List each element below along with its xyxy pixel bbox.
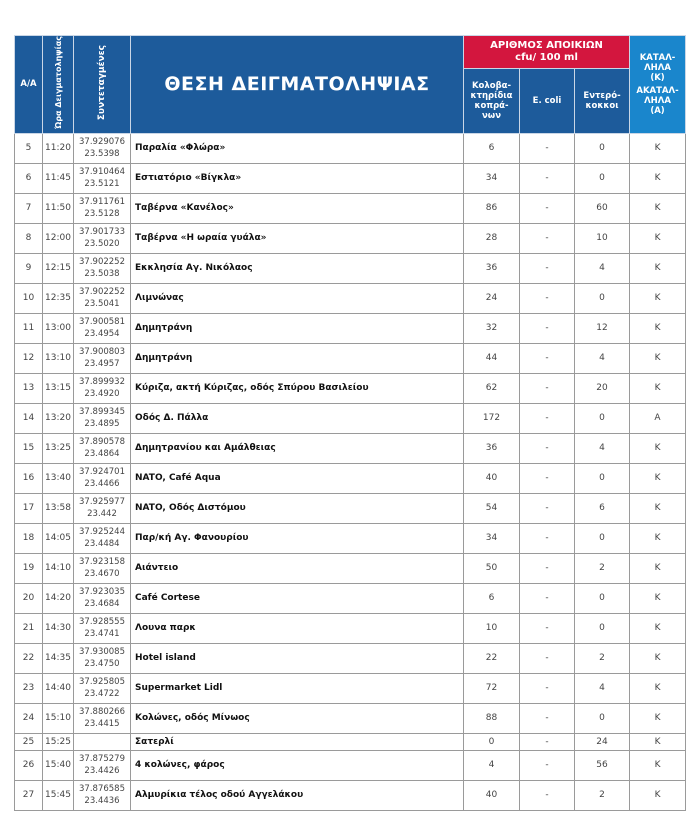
cell-result: K <box>630 703 686 733</box>
cell-ecoli: - <box>520 780 575 810</box>
cell-coliforms: 34 <box>464 163 520 193</box>
table-row <box>15 493 686 523</box>
cell-result: K <box>630 133 686 163</box>
cell-coliforms: 24 <box>464 283 520 313</box>
cell-coords <box>74 750 131 780</box>
cell-enterococci: 56 <box>575 750 630 780</box>
cell-aa: 20 <box>15 583 43 613</box>
cell-ecoli: - <box>520 703 575 733</box>
cell-result: K <box>630 643 686 673</box>
cell-coords <box>74 403 131 433</box>
coord-lat: 37.876585 <box>79 784 125 795</box>
cell-aa: 21 <box>15 613 43 643</box>
table-row <box>15 583 686 613</box>
cell-aa: 24 <box>15 703 43 733</box>
header-coliforms: Κολοβα-κτηρίδια κοπρά-νων <box>464 69 520 133</box>
cell-ecoli: - <box>520 403 575 433</box>
cell-coords <box>74 733 131 750</box>
cell-location: Hotel island <box>131 643 464 673</box>
table-row <box>15 253 686 283</box>
cell-coords <box>74 193 131 223</box>
header-coords <box>74 36 131 134</box>
coord-lat: 37.899345 <box>79 407 125 418</box>
coord-lon: 23.4426 <box>84 766 120 777</box>
coord-lon: 23.5121 <box>84 179 120 190</box>
coord-lat: 37.924701 <box>79 467 125 478</box>
cell-ecoli: - <box>520 373 575 403</box>
cell-time: 12:15 <box>43 253 74 283</box>
cell-result: K <box>630 613 686 643</box>
cell-aa: 18 <box>15 523 43 553</box>
cell-coords <box>74 780 131 810</box>
cell-aa: 7 <box>15 193 43 223</box>
cell-coliforms: 50 <box>464 553 520 583</box>
coord-lat: 37.900581 <box>79 317 125 328</box>
cell-ecoli: - <box>520 733 575 750</box>
header-time <box>43 36 74 134</box>
cell-time: 14:20 <box>43 583 74 613</box>
cell-coords <box>74 313 131 343</box>
cell-result: K <box>630 223 686 253</box>
cell-time: 14:10 <box>43 553 74 583</box>
cell-aa: 13 <box>15 373 43 403</box>
table-row <box>15 403 686 433</box>
cell-enterococci: 0 <box>575 403 630 433</box>
cell-location: Δημητράνη <box>131 343 464 373</box>
cell-ecoli: - <box>520 343 575 373</box>
cell-aa: 16 <box>15 463 43 493</box>
cell-coliforms: 44 <box>464 343 520 373</box>
cell-coliforms: 6 <box>464 133 520 163</box>
cell-coords <box>74 343 131 373</box>
coord-lon: 23.4722 <box>84 689 120 700</box>
coord-lon: 23.4466 <box>84 479 120 490</box>
cell-coliforms: 32 <box>464 313 520 343</box>
cell-coords <box>74 673 131 703</box>
cell-aa: 11 <box>15 313 43 343</box>
cell-ecoli: - <box>520 313 575 343</box>
cell-coliforms: 36 <box>464 433 520 463</box>
cell-location: Café Cortese <box>131 583 464 613</box>
cell-coords <box>74 253 131 283</box>
cell-aa: 15 <box>15 433 43 463</box>
cell-enterococci: 0 <box>575 463 630 493</box>
cell-time: 13:40 <box>43 463 74 493</box>
cell-aa: 25 <box>15 733 43 750</box>
cell-coliforms: 54 <box>464 493 520 523</box>
cell-coords <box>74 463 131 493</box>
cell-enterococci: 2 <box>575 553 630 583</box>
coord-lon: 23.4484 <box>84 539 120 550</box>
coord-lat: 37.923035 <box>79 587 125 598</box>
cell-aa: 26 <box>15 750 43 780</box>
table-row <box>15 283 686 313</box>
header-aa: A/A <box>15 36 43 134</box>
table-row <box>15 343 686 373</box>
cell-location: Εστιατόριο «Βίγκλα» <box>131 163 464 193</box>
cell-time: 13:58 <box>43 493 74 523</box>
cell-enterococci: 4 <box>575 343 630 373</box>
cell-coliforms: 10 <box>464 613 520 643</box>
cell-coords <box>74 553 131 583</box>
cell-result: K <box>630 343 686 373</box>
cell-coliforms: 22 <box>464 643 520 673</box>
cell-time: 13:10 <box>43 343 74 373</box>
cell-enterococci: 0 <box>575 523 630 553</box>
cell-enterococci: 6 <box>575 493 630 523</box>
cell-coords <box>74 133 131 163</box>
coord-lon: 23.4684 <box>84 599 120 610</box>
coord-lat: 37.928555 <box>79 617 125 628</box>
coord-lon: 23.4741 <box>84 629 120 640</box>
cell-coliforms: 88 <box>464 703 520 733</box>
cell-aa: 17 <box>15 493 43 523</box>
cell-coliforms: 28 <box>464 223 520 253</box>
coord-lon: 23.5398 <box>84 149 120 160</box>
cell-time: 15:10 <box>43 703 74 733</box>
coord-lat: 37.900803 <box>79 347 125 358</box>
coord-lat: 37.925977 <box>79 497 125 508</box>
header-colonies <box>464 36 630 69</box>
coord-lat: 37.930085 <box>79 647 125 658</box>
cell-location: Ταβέρνα «Κανέλος» <box>131 193 464 223</box>
cell-time: 14:40 <box>43 673 74 703</box>
cell-result: K <box>630 193 686 223</box>
table-row <box>15 643 686 673</box>
cell-ecoli: - <box>520 673 575 703</box>
cell-result: K <box>630 463 686 493</box>
coord-lat: 37.925244 <box>79 527 125 538</box>
cell-time: 11:50 <box>43 193 74 223</box>
cell-ecoli: - <box>520 463 575 493</box>
cell-enterococci: 10 <box>575 223 630 253</box>
coord-lon: 23.5128 <box>84 209 120 220</box>
cell-result: K <box>630 583 686 613</box>
table-row <box>15 373 686 403</box>
coord-lon: 23.4895 <box>84 419 120 430</box>
table-row <box>15 433 686 463</box>
table-row <box>15 703 686 733</box>
cell-aa: 6 <box>15 163 43 193</box>
coord-lon: 23.4750 <box>84 659 120 670</box>
table-row <box>15 523 686 553</box>
cell-coords <box>74 583 131 613</box>
cell-result: K <box>630 433 686 463</box>
header-time-label: Ώρα Δειγματοληψίας <box>53 36 63 129</box>
cell-location: NATO, Οδός Διστόμου <box>131 493 464 523</box>
header-colonies-title: ΑΡΙΘΜΟΣ ΑΠΟΙΚΙΩΝ <box>490 40 603 52</box>
cell-coords <box>74 643 131 673</box>
cell-location: Κύριζα, ακτή Κύριζας, οδός Σπύρου Βασιλείου <box>131 373 464 403</box>
cell-location: NATO, Café Aqua <box>131 463 464 493</box>
cell-coords <box>74 163 131 193</box>
table-body <box>15 133 686 810</box>
cell-location: Παραλία «Φλώρα» <box>131 133 464 163</box>
coord-lat: 37.910464 <box>79 167 125 178</box>
cell-enterococci: 0 <box>575 163 630 193</box>
cell-time: 13:20 <box>43 403 74 433</box>
cell-time: 13:00 <box>43 313 74 343</box>
cell-ecoli: - <box>520 493 575 523</box>
cell-coords <box>74 223 131 253</box>
cell-coords <box>74 703 131 733</box>
cell-result: K <box>630 733 686 750</box>
coord-lat: 37.902252 <box>79 257 125 268</box>
cell-aa: 12 <box>15 343 43 373</box>
cell-enterococci: 2 <box>575 780 630 810</box>
cell-coords <box>74 613 131 643</box>
cell-result: K <box>630 493 686 523</box>
cell-ecoli: - <box>520 643 575 673</box>
coord-lon: 23.4670 <box>84 569 120 580</box>
header-coords-label: Συντεταγμένες <box>96 44 107 121</box>
header-suitable: ΚΑΤΑΛ-ΛΗΛΑ (K) <box>639 52 676 83</box>
cell-result: A <box>630 403 686 433</box>
header-ecoli: E. coli <box>520 69 575 133</box>
cell-coliforms: 62 <box>464 373 520 403</box>
coord-lon: 23.4957 <box>84 359 120 370</box>
cell-time: 13:15 <box>43 373 74 403</box>
coord-lat: 37.880266 <box>79 707 125 718</box>
table-row <box>15 673 686 703</box>
cell-aa: 8 <box>15 223 43 253</box>
cell-ecoli: - <box>520 223 575 253</box>
cell-time: 11:45 <box>43 163 74 193</box>
table-row <box>15 613 686 643</box>
cell-aa: 23 <box>15 673 43 703</box>
cell-aa: 9 <box>15 253 43 283</box>
cell-location: Κολώνες, οδός Μίνωος <box>131 703 464 733</box>
cell-coliforms: 6 <box>464 583 520 613</box>
cell-location: Supermarket Lidl <box>131 673 464 703</box>
cell-enterococci: 4 <box>575 673 630 703</box>
cell-ecoli: - <box>520 133 575 163</box>
cell-coliforms: 0 <box>464 733 520 750</box>
cell-time: 13:25 <box>43 433 74 463</box>
coord-lon: 23.5020 <box>84 239 120 250</box>
table-row <box>15 193 686 223</box>
coord-lon: 23.4415 <box>84 719 120 730</box>
cell-ecoli: - <box>520 193 575 223</box>
cell-result: K <box>630 253 686 283</box>
cell-aa: 22 <box>15 643 43 673</box>
cell-enterococci: 12 <box>575 313 630 343</box>
coord-lat: 37.925805 <box>79 677 125 688</box>
cell-coliforms: 40 <box>464 780 520 810</box>
cell-result: K <box>630 283 686 313</box>
table-row <box>15 313 686 343</box>
cell-ecoli: - <box>520 583 575 613</box>
coord-lat: 37.902252 <box>79 287 125 298</box>
cell-location: Δημητρανίου και Αμάλθειας <box>131 433 464 463</box>
cell-coliforms: 4 <box>464 750 520 780</box>
cell-coliforms: 72 <box>464 673 520 703</box>
cell-enterococci: 0 <box>575 583 630 613</box>
cell-time: 14:35 <box>43 643 74 673</box>
cell-location: Παρ/κή Αγ. Φανουρίου <box>131 523 464 553</box>
cell-location: Αλμυρίκια τέλος οδού Αγγελάκου <box>131 780 464 810</box>
coord-lon: 23.4864 <box>84 449 120 460</box>
table-row <box>15 733 686 750</box>
header-result <box>630 36 686 134</box>
cell-enterococci: 24 <box>575 733 630 750</box>
cell-aa: 10 <box>15 283 43 313</box>
cell-result: K <box>630 313 686 343</box>
cell-location: Εκκλησία Αγ. Νικόλαος <box>131 253 464 283</box>
cell-location: Αιάντειο <box>131 553 464 583</box>
cell-coliforms: 86 <box>464 193 520 223</box>
cell-coliforms: 40 <box>464 463 520 493</box>
cell-enterococci: 0 <box>575 703 630 733</box>
coord-lat: 37.875279 <box>79 754 125 765</box>
cell-ecoli: - <box>520 163 575 193</box>
cell-aa: 5 <box>15 133 43 163</box>
table-row <box>15 133 686 163</box>
cell-enterococci: 4 <box>575 433 630 463</box>
cell-location: Σατερλί <box>131 733 464 750</box>
cell-time: 14:30 <box>43 613 74 643</box>
cell-enterococci: 4 <box>575 253 630 283</box>
cell-enterococci: 0 <box>575 613 630 643</box>
cell-location: Οδός Δ. Πάλλα <box>131 403 464 433</box>
cell-result: K <box>630 523 686 553</box>
cell-enterococci: 0 <box>575 133 630 163</box>
header-unsuitable: ΑΚΑΤΑΛ-ΛΗΛΑ (A) <box>636 85 679 116</box>
cell-result: K <box>630 373 686 403</box>
cell-result: K <box>630 163 686 193</box>
cell-location: Λιμνώνας <box>131 283 464 313</box>
table-row <box>15 163 686 193</box>
cell-coords <box>74 373 131 403</box>
coord-lon: 23.442 <box>87 509 117 520</box>
coord-lat: 37.929076 <box>79 137 125 148</box>
cell-location: 4 κολώνες, φάρος <box>131 750 464 780</box>
cell-ecoli: - <box>520 433 575 463</box>
cell-enterococci: 0 <box>575 283 630 313</box>
coord-lon: 23.4920 <box>84 389 120 400</box>
cell-time: 12:35 <box>43 283 74 313</box>
cell-time: 11:20 <box>43 133 74 163</box>
coord-lon: 23.4436 <box>84 796 120 807</box>
cell-result: K <box>630 673 686 703</box>
cell-coords <box>74 523 131 553</box>
cell-coords <box>74 283 131 313</box>
table-row <box>15 223 686 253</box>
cell-time: 15:40 <box>43 750 74 780</box>
cell-time: 15:45 <box>43 780 74 810</box>
cell-location: Δημητράνη <box>131 313 464 343</box>
cell-coliforms: 172 <box>464 403 520 433</box>
cell-result: K <box>630 780 686 810</box>
coord-lat: 37.899932 <box>79 377 125 388</box>
cell-enterococci: 20 <box>575 373 630 403</box>
cell-coords <box>74 433 131 463</box>
table-row <box>15 780 686 810</box>
header-colonies-unit: cfu/ 100 ml <box>515 52 578 64</box>
cell-result: K <box>630 750 686 780</box>
cell-enterococci: 60 <box>575 193 630 223</box>
cell-enterococci: 2 <box>575 643 630 673</box>
cell-result: K <box>630 553 686 583</box>
sampling-results-table <box>14 35 686 811</box>
cell-ecoli: - <box>520 523 575 553</box>
coord-lon: 23.5041 <box>84 299 120 310</box>
coord-lon: 23.5038 <box>84 269 120 280</box>
cell-time: 12:00 <box>43 223 74 253</box>
cell-time: 14:05 <box>43 523 74 553</box>
coord-lat: 37.923158 <box>79 557 125 568</box>
cell-aa: 14 <box>15 403 43 433</box>
cell-ecoli: - <box>520 750 575 780</box>
cell-location: Λουνα παρκ <box>131 613 464 643</box>
cell-time: 15:25 <box>43 733 74 750</box>
cell-ecoli: - <box>520 253 575 283</box>
coord-lon: 23.4954 <box>84 329 120 340</box>
cell-ecoli: - <box>520 613 575 643</box>
table-row <box>15 553 686 583</box>
cell-aa: 19 <box>15 553 43 583</box>
table-row <box>15 463 686 493</box>
cell-coords <box>74 493 131 523</box>
header-location: ΘΕΣΗ ΔΕΙΓΜΑΤΟΛΗΨΙΑΣ <box>131 36 464 134</box>
coord-lat: 37.890578 <box>79 437 125 448</box>
header-enterococci: Εντερό-κοκκοι <box>575 69 630 133</box>
cell-coliforms: 36 <box>464 253 520 283</box>
coord-lat: 37.911761 <box>79 197 125 208</box>
cell-coliforms: 34 <box>464 523 520 553</box>
cell-ecoli: - <box>520 283 575 313</box>
table-row <box>15 750 686 780</box>
coord-lat: 37.901733 <box>79 227 125 238</box>
cell-aa: 27 <box>15 780 43 810</box>
cell-ecoli: - <box>520 553 575 583</box>
cell-location: Ταβέρνα «Η ωραία γυάλα» <box>131 223 464 253</box>
